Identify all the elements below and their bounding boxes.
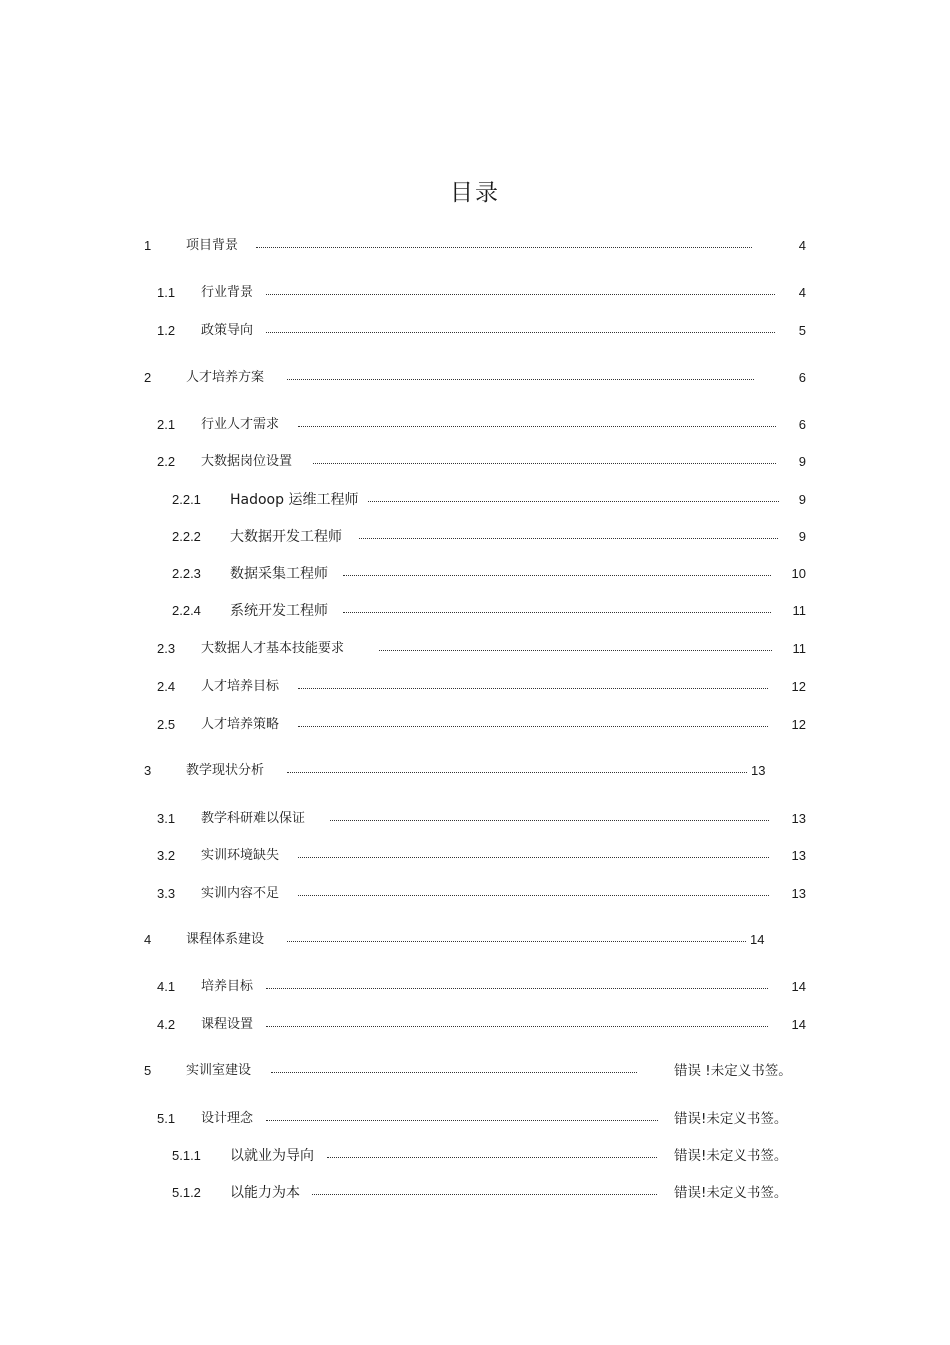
dot-leader — [312, 1194, 657, 1195]
dot-leader — [298, 726, 768, 727]
toc-entry-text: 课程设置 — [201, 1017, 254, 1032]
toc-entry-number: 3 — [144, 763, 152, 778]
dot-leader — [256, 247, 752, 248]
toc-entry[interactable] — [157, 676, 814, 698]
toc-entry-page: 13 — [791, 886, 806, 901]
toc-entry-text: 教学科研难以保证 — [201, 811, 306, 826]
toc-entry-text: 设计理念 — [201, 1111, 254, 1126]
toc-entry[interactable] — [157, 282, 814, 304]
toc-entry-page: 14 — [791, 979, 806, 994]
toc-entry-number: 2.2.1 — [172, 492, 201, 507]
dot-leader — [298, 688, 768, 689]
toc-entry-page: 9 — [798, 454, 806, 469]
dot-leader — [266, 988, 768, 989]
toc-entry-text: 政策导向 — [201, 323, 254, 338]
toc-entry[interactable] — [157, 320, 814, 342]
toc-entry-page: 6 — [798, 417, 806, 432]
dot-leader — [379, 650, 772, 651]
toc-entry[interactable] — [144, 235, 814, 257]
toc-entry-number: 1.2 — [157, 323, 176, 338]
dot-leader — [266, 1120, 658, 1121]
toc-entry-number: 2.2.4 — [172, 603, 201, 618]
toc-entry-text: 项目背景 — [186, 238, 239, 253]
toc-entry[interactable] — [172, 1182, 814, 1204]
toc-entry[interactable] — [157, 845, 814, 867]
toc-entry[interactable] — [172, 526, 814, 548]
toc-entry[interactable] — [144, 367, 814, 389]
dot-leader — [287, 941, 746, 942]
dot-leader — [287, 772, 747, 773]
toc-entry-text: 教学现状分析 — [186, 763, 265, 778]
toc-entry-text: 人才培养目标 — [201, 679, 280, 694]
dot-leader — [266, 332, 775, 333]
toc-entry-page: 13 — [791, 811, 806, 826]
toc-entry-page: 9 — [798, 529, 806, 544]
toc-entry-text: 实训内容不足 — [201, 886, 280, 901]
toc-entry[interactable] — [157, 883, 814, 905]
toc-entry-page: 10 — [791, 566, 806, 581]
toc-entry-text: 数据采集工程师 — [230, 566, 328, 582]
toc-entry-text: 人才培养策略 — [201, 717, 280, 732]
toc-entry-page: 12 — [791, 717, 806, 732]
dot-leader — [271, 1072, 637, 1073]
toc-entry-text: 人才培养方案 — [186, 370, 265, 385]
toc-entry-number: 3.3 — [157, 886, 176, 901]
toc-entry-number: 5 — [144, 1063, 152, 1078]
dot-leader — [266, 1026, 768, 1027]
toc-entry[interactable] — [157, 1108, 814, 1130]
toc-entry[interactable] — [144, 760, 814, 782]
toc-entry[interactable] — [172, 600, 814, 622]
toc-entry-text: 行业人才需求 — [201, 417, 280, 432]
toc-entry-page: 11 — [792, 603, 806, 618]
toc-entry-number: 2.5 — [157, 717, 176, 732]
toc-entry-text: 实训环境缺失 — [201, 848, 280, 863]
toc-entry-number: 3.2 — [157, 848, 176, 863]
dot-leader — [343, 612, 771, 613]
toc-entry-page: 9 — [798, 492, 806, 507]
dot-leader — [298, 857, 769, 858]
toc-entry-number: 4.2 — [157, 1017, 176, 1032]
toc-entry-page: 14 — [750, 932, 765, 947]
toc-entry[interactable] — [144, 929, 814, 951]
toc-entry-number: 1 — [144, 238, 152, 253]
toc-entry-page: 错误!未定义书签。 — [674, 1148, 788, 1164]
dot-leader — [298, 895, 769, 896]
toc-entry-text: 课程体系建设 — [186, 932, 265, 947]
toc-entry-page: 错误!未定义书签。 — [674, 1185, 788, 1201]
toc-entry[interactable] — [157, 451, 814, 473]
toc-entry-page: 12 — [791, 679, 806, 694]
toc-entry-number: 2 — [144, 370, 152, 385]
toc-entry-text: 行业背景 — [201, 285, 254, 300]
toc-entry-page: 13 — [751, 763, 766, 778]
dot-leader — [266, 294, 775, 295]
toc-entry[interactable] — [157, 638, 814, 660]
toc-entry-text: 以能力为本 — [230, 1185, 300, 1201]
toc-entry-number: 5.1 — [157, 1111, 176, 1126]
toc-entry-page: 13 — [791, 848, 806, 863]
toc-entry-text: 大数据人才基本技能要求 — [201, 641, 345, 656]
toc-entry-page: 11 — [792, 641, 806, 656]
toc-entry-text: 系统开发工程师 — [230, 603, 328, 619]
dot-leader — [287, 379, 754, 380]
dot-leader — [368, 501, 779, 502]
toc-entry-page: 错误!未定义书签。 — [674, 1111, 788, 1127]
toc-entry-text: 大数据开发工程师 — [230, 529, 342, 545]
toc-entry-page: 错误 !未定义书签。 — [674, 1063, 792, 1079]
dot-leader — [330, 820, 769, 821]
toc-entry-number: 2.2.2 — [172, 529, 201, 544]
toc-entry-number: 5.1.1 — [172, 1148, 201, 1163]
toc-entry[interactable] — [144, 1060, 814, 1082]
toc-entry-page: 5 — [798, 323, 806, 338]
dot-leader — [298, 426, 776, 427]
toc-entry[interactable] — [172, 489, 814, 511]
toc-entry-number: 2.2 — [157, 454, 176, 469]
toc-entry-number: 2.1 — [157, 417, 176, 432]
toc-entry-page: 4 — [798, 238, 806, 253]
toc-entry[interactable] — [157, 1014, 814, 1036]
toc-entry-number: 2.2.3 — [172, 566, 201, 581]
dot-leader — [359, 538, 778, 539]
dot-leader — [343, 575, 771, 576]
toc-title: 目录 — [450, 180, 500, 206]
toc-entry-text: 培养目标 — [201, 979, 254, 994]
toc-entry[interactable] — [157, 808, 814, 830]
toc-entry[interactable] — [157, 414, 814, 436]
toc-entry-text: Hadoop 运维工程师 — [230, 492, 359, 508]
toc-entry-number: 2.3 — [157, 641, 176, 656]
toc-entry-number: 5.1.2 — [172, 1185, 201, 1200]
toc-entry-number: 3.1 — [157, 811, 176, 826]
toc-entry-number: 1.1 — [157, 285, 176, 300]
toc-entry-page: 6 — [798, 370, 806, 385]
toc-entry[interactable] — [157, 976, 814, 998]
toc-entry-number: 4.1 — [157, 979, 176, 994]
toc-entry-page: 4 — [798, 285, 806, 300]
toc-entry-text: 以就业为导向 — [230, 1148, 314, 1164]
toc-entry[interactable] — [172, 1145, 814, 1167]
toc-entry[interactable] — [157, 714, 814, 736]
toc-entry-number: 2.4 — [157, 679, 176, 694]
toc-entry[interactable] — [172, 563, 814, 585]
toc-entry-number: 4 — [144, 932, 152, 947]
toc-entry-text: 实训室建设 — [186, 1063, 252, 1078]
dot-leader — [327, 1157, 657, 1158]
toc-entry-page: 14 — [791, 1017, 806, 1032]
toc-entry-text: 大数据岗位设置 — [201, 454, 293, 469]
dot-leader — [313, 463, 776, 464]
